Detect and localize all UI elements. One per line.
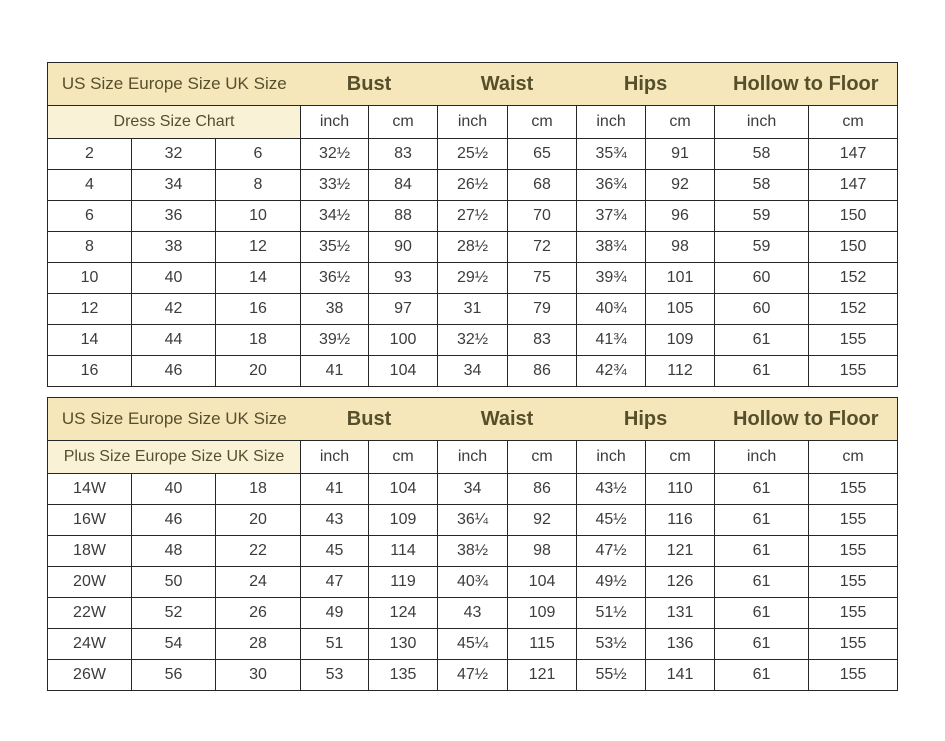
unit-header: inch [577, 441, 646, 474]
table-cell: 115 [508, 629, 577, 660]
table-cell: 18 [216, 474, 301, 505]
table-cell: 75 [508, 263, 577, 294]
table-cell: 58 [715, 139, 809, 170]
table-cell: 30 [216, 660, 301, 691]
table-row [48, 505, 898, 536]
table-cell: 41 [301, 356, 369, 387]
table-cell: 53½ [577, 629, 646, 660]
table-cell: 35¾ [577, 139, 646, 170]
table-cell: 14W [48, 474, 132, 505]
table-cell: 61 [715, 660, 809, 691]
table-cell: 18W [48, 536, 132, 567]
header-band-row [48, 63, 898, 106]
table-cell: 47½ [438, 660, 508, 691]
table-cell: 40¾ [577, 294, 646, 325]
table-cell: 49½ [577, 567, 646, 598]
table-cell: 155 [809, 567, 898, 598]
table-cell: 130 [369, 629, 438, 660]
table-cell: 32½ [301, 139, 369, 170]
table-cell: 109 [369, 505, 438, 536]
table-cell: 109 [646, 325, 715, 356]
table-cell: 70 [508, 201, 577, 232]
table-cell: 49 [301, 598, 369, 629]
table-cell: 155 [809, 325, 898, 356]
unit-header: inch [438, 441, 508, 474]
table-cell: 46 [132, 356, 216, 387]
table-cell: 86 [508, 474, 577, 505]
table-row [48, 294, 898, 325]
measure-header-hips: Hips [577, 63, 715, 106]
table-cell: 34 [438, 474, 508, 505]
table-cell: 136 [646, 629, 715, 660]
table-cell: 112 [646, 356, 715, 387]
table-cell: 24 [216, 567, 301, 598]
unit-header: cm [369, 106, 438, 139]
table-cell: 28½ [438, 232, 508, 263]
table-cell: 55½ [577, 660, 646, 691]
table-row [48, 263, 898, 294]
table-cell: 155 [809, 505, 898, 536]
table-cell: 141 [646, 660, 715, 691]
table-cell: 93 [369, 263, 438, 294]
table-cell: 152 [809, 294, 898, 325]
table-cell: 38¾ [577, 232, 646, 263]
table-cell: 110 [646, 474, 715, 505]
table-cell: 150 [809, 201, 898, 232]
unit-header: cm [508, 106, 577, 139]
table-cell: 131 [646, 598, 715, 629]
table-cell: 61 [715, 598, 809, 629]
table-cell: 20 [216, 505, 301, 536]
table-cell: 68 [508, 170, 577, 201]
table-cell: 147 [809, 139, 898, 170]
table-cell: 61 [715, 356, 809, 387]
table-cell: 61 [715, 629, 809, 660]
table-row [48, 170, 898, 201]
table-cell: 32 [132, 139, 216, 170]
table-cell: 104 [369, 474, 438, 505]
unit-header: inch [301, 441, 369, 474]
table-cell: 39½ [301, 325, 369, 356]
subheader-label: Dress Size Chart [48, 106, 301, 139]
table-cell: 47 [301, 567, 369, 598]
table-cell: 53 [301, 660, 369, 691]
table-cell: 8 [48, 232, 132, 263]
unit-header: inch [715, 441, 809, 474]
table-cell: 38 [301, 294, 369, 325]
table-cell: 44 [132, 325, 216, 356]
measure-header-bust: Bust [301, 63, 438, 106]
table-cell: 155 [809, 474, 898, 505]
table-cell: 59 [715, 201, 809, 232]
table-cell: 43½ [577, 474, 646, 505]
table-cell: 54 [132, 629, 216, 660]
unit-header: inch [577, 106, 646, 139]
table-cell: 10 [216, 201, 301, 232]
header-band-row [48, 398, 898, 441]
table-cell: 34 [132, 170, 216, 201]
table-cell: 121 [508, 660, 577, 691]
table-cell: 36 [132, 201, 216, 232]
table-cell: 38 [132, 232, 216, 263]
table-cell: 36½ [301, 263, 369, 294]
table-cell: 150 [809, 232, 898, 263]
table-row [48, 356, 898, 387]
table-cell: 155 [809, 629, 898, 660]
table-row [48, 139, 898, 170]
table-cell: 34½ [301, 201, 369, 232]
table-cell: 60 [715, 294, 809, 325]
table-cell: 36¼ [438, 505, 508, 536]
table-cell: 155 [809, 598, 898, 629]
table-cell: 61 [715, 474, 809, 505]
table-cell: 41 [301, 474, 369, 505]
table-cell: 98 [646, 232, 715, 263]
table-cell: 40 [132, 263, 216, 294]
table-cell: 79 [508, 294, 577, 325]
unit-header: cm [369, 441, 438, 474]
table-cell: 59 [715, 232, 809, 263]
table-cell: 52 [132, 598, 216, 629]
table-cell: 25½ [438, 139, 508, 170]
table-row [48, 201, 898, 232]
table-cell: 16 [216, 294, 301, 325]
subheader-label: Plus Size Europe Size UK Size [48, 441, 301, 474]
table-cell: 116 [646, 505, 715, 536]
table-cell: 43 [438, 598, 508, 629]
measure-header-waist: Waist [438, 398, 577, 441]
table-cell: 147 [809, 170, 898, 201]
size-group-header: US Size Europe Size UK Size [48, 63, 301, 106]
table-cell: 16W [48, 505, 132, 536]
unit-header: cm [646, 441, 715, 474]
table-cell: 135 [369, 660, 438, 691]
table-cell: 98 [508, 536, 577, 567]
measure-header-bust: Bust [301, 398, 438, 441]
unit-header: cm [508, 441, 577, 474]
table-cell: 51 [301, 629, 369, 660]
table-row [48, 567, 898, 598]
table-cell: 6 [48, 201, 132, 232]
table-cell: 155 [809, 356, 898, 387]
table-cell: 126 [646, 567, 715, 598]
table-cell: 91 [646, 139, 715, 170]
table-cell: 124 [369, 598, 438, 629]
table-cell: 40 [132, 474, 216, 505]
measure-header-hollow-to-floor: Hollow to Floor [715, 63, 898, 106]
table-cell: 97 [369, 294, 438, 325]
table-cell: 24W [48, 629, 132, 660]
table-cell: 12 [48, 294, 132, 325]
table-cell: 14 [216, 263, 301, 294]
table-cell: 58 [715, 170, 809, 201]
table-row [48, 232, 898, 263]
table-cell: 26W [48, 660, 132, 691]
table-cell: 12 [216, 232, 301, 263]
measure-header-waist: Waist [438, 63, 577, 106]
table-cell: 41¾ [577, 325, 646, 356]
table-cell: 114 [369, 536, 438, 567]
table-cell: 20W [48, 567, 132, 598]
unit-header: cm [809, 441, 898, 474]
table-cell: 31 [438, 294, 508, 325]
table-cell: 104 [508, 567, 577, 598]
table-cell: 109 [508, 598, 577, 629]
table-row [48, 660, 898, 691]
table-cell: 96 [646, 201, 715, 232]
unit-header: inch [438, 106, 508, 139]
table-cell: 10 [48, 263, 132, 294]
table-cell: 46 [132, 505, 216, 536]
table-cell: 45 [301, 536, 369, 567]
table-cell: 61 [715, 536, 809, 567]
table-cell: 61 [715, 567, 809, 598]
table-cell: 105 [646, 294, 715, 325]
table-cell: 20 [216, 356, 301, 387]
size-group-header: US Size Europe Size UK Size [48, 398, 301, 441]
table-cell: 56 [132, 660, 216, 691]
table-cell: 37¾ [577, 201, 646, 232]
table-cell: 18 [216, 325, 301, 356]
table-cell: 4 [48, 170, 132, 201]
dress-size-chart-table [47, 62, 898, 387]
table-cell: 28 [216, 629, 301, 660]
table-cell: 83 [369, 139, 438, 170]
table-cell: 45¼ [438, 629, 508, 660]
table-cell: 155 [809, 660, 898, 691]
table-row [48, 325, 898, 356]
table-cell: 22W [48, 598, 132, 629]
table-cell: 6 [216, 139, 301, 170]
table-cell: 92 [508, 505, 577, 536]
table-row [48, 629, 898, 660]
table-cell: 38½ [438, 536, 508, 567]
table-cell: 26½ [438, 170, 508, 201]
measure-header-hollow-to-floor: Hollow to Floor [715, 398, 898, 441]
table-cell: 35½ [301, 232, 369, 263]
table-cell: 51½ [577, 598, 646, 629]
table-cell: 36¾ [577, 170, 646, 201]
table-cell: 47½ [577, 536, 646, 567]
table-cell: 26 [216, 598, 301, 629]
unit-header: inch [715, 106, 809, 139]
size-charts [47, 62, 897, 701]
table-cell: 48 [132, 536, 216, 567]
table-cell: 92 [646, 170, 715, 201]
table-cell: 121 [646, 536, 715, 567]
measure-header-hips: Hips [577, 398, 715, 441]
table-cell: 119 [369, 567, 438, 598]
table-cell: 155 [809, 536, 898, 567]
plus-size-chart-table [47, 397, 898, 691]
table-cell: 72 [508, 232, 577, 263]
table-cell: 45½ [577, 505, 646, 536]
table-cell: 34 [438, 356, 508, 387]
table-cell: 101 [646, 263, 715, 294]
table-cell: 61 [715, 325, 809, 356]
table-cell: 14 [48, 325, 132, 356]
table-cell: 16 [48, 356, 132, 387]
table-cell: 65 [508, 139, 577, 170]
table-cell: 27½ [438, 201, 508, 232]
unit-header: cm [809, 106, 898, 139]
table-cell: 88 [369, 201, 438, 232]
table-cell: 152 [809, 263, 898, 294]
table-cell: 22 [216, 536, 301, 567]
table-row [48, 474, 898, 505]
table-cell: 2 [48, 139, 132, 170]
table-cell: 90 [369, 232, 438, 263]
table-cell: 43 [301, 505, 369, 536]
table-cell: 40¾ [438, 567, 508, 598]
subheader-row [48, 441, 898, 474]
table-cell: 8 [216, 170, 301, 201]
table-row [48, 536, 898, 567]
table-cell: 84 [369, 170, 438, 201]
table-cell: 42 [132, 294, 216, 325]
table-cell: 61 [715, 505, 809, 536]
subheader-row [48, 106, 898, 139]
table-cell: 29½ [438, 263, 508, 294]
table-cell: 100 [369, 325, 438, 356]
table-cell: 83 [508, 325, 577, 356]
table-cell: 39¾ [577, 263, 646, 294]
table-cell: 50 [132, 567, 216, 598]
table-cell: 104 [369, 356, 438, 387]
table-cell: 33½ [301, 170, 369, 201]
table-cell: 42¾ [577, 356, 646, 387]
table-cell: 86 [508, 356, 577, 387]
table-cell: 60 [715, 263, 809, 294]
table-row [48, 598, 898, 629]
unit-header: inch [301, 106, 369, 139]
unit-header: cm [646, 106, 715, 139]
table-cell: 32½ [438, 325, 508, 356]
